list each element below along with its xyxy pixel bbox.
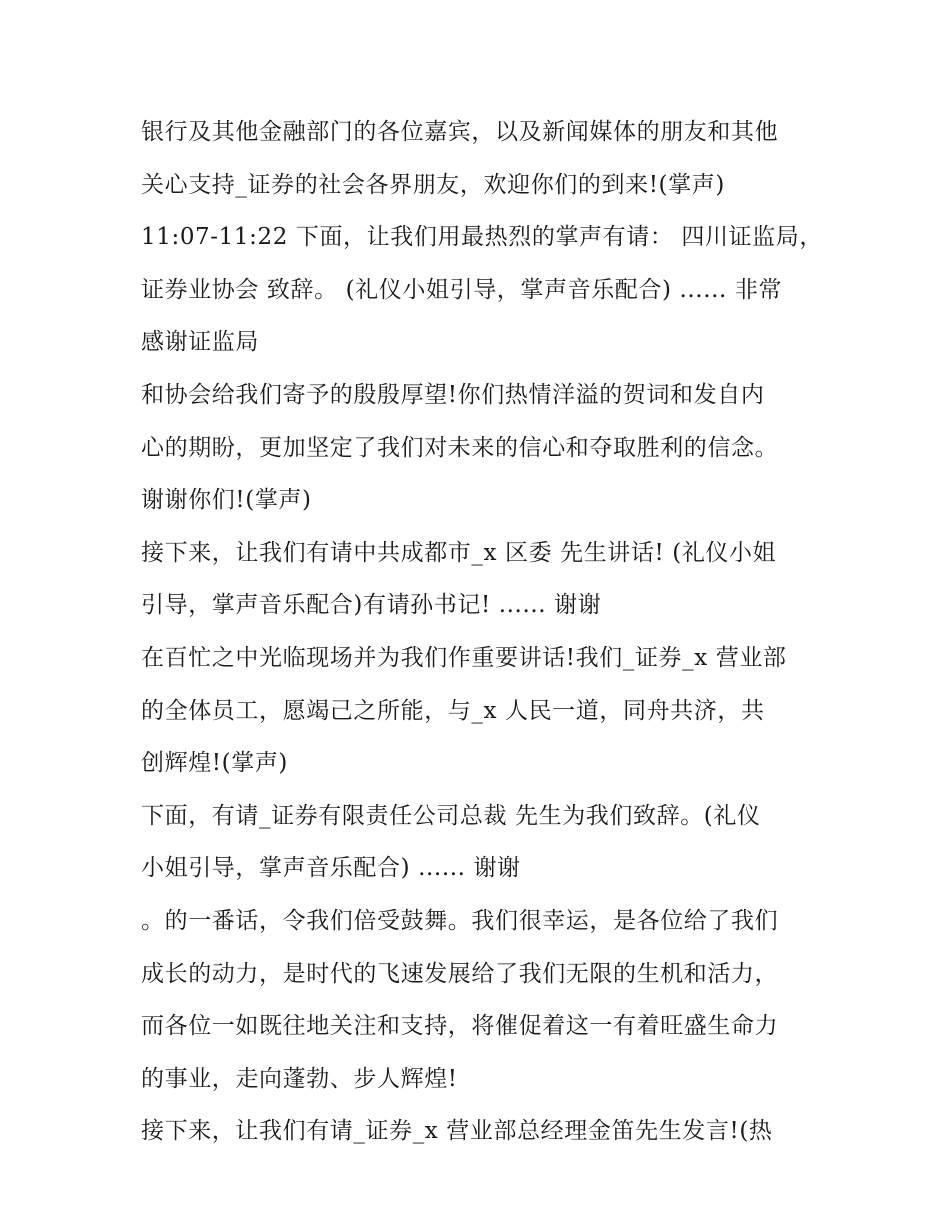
text-line: 银行及其他金融部门的各位嘉宾，以及新闻媒体的朋友和其他 xyxy=(141,119,779,145)
text-line: 的事业，走向蓬勃、步人辉煌! xyxy=(141,1065,458,1092)
text-line: 接下来，让我们有请中共成都市_x 区委 先生讲话! (礼仪小姐 xyxy=(141,539,777,566)
text-line: 的全体员工，愿竭己之所能，与_x 人民一道，同舟共济，共 xyxy=(141,697,765,724)
text-line: 和协会给我们寄予的殷殷厚望!你们热情洋溢的贺词和发自内 xyxy=(141,381,765,408)
text-line: 。的一番话，令我们倍受鼓舞。我们很幸运，是各位给了我们 xyxy=(141,907,779,934)
text-line: 接下来，让我们有请_证券_x 营业部总经理金笛先生发言!(热 xyxy=(141,1118,773,1145)
text-line: 小姐引导，掌声音乐配合) ...... 谢谢 xyxy=(141,855,521,882)
text-line: 引导，掌声音乐配合)有请孙书记! ...... 谢谢 xyxy=(141,592,602,619)
text-line: 关心支持_证券的社会各界朋友，欢迎你们的到来!(掌声) xyxy=(141,171,725,198)
text-line: 感谢证监局 xyxy=(141,329,259,356)
document-body xyxy=(141,106,821,1158)
text-line: 11:07-11:22 下面，让我们用最热烈的掌声有请： 四川证监局， xyxy=(141,224,823,251)
text-line: 下面，有请_证券有限责任公司总裁 先生为我们致辞。(礼仪 xyxy=(141,802,761,829)
text-line: 而各位一如既往地关注和支持，将催促着这一有着旺盛生命力 xyxy=(141,1013,779,1040)
text-line: 心的期盼，更加坚定了我们对未来的信心和夺取胜利的信念。 xyxy=(141,434,779,461)
text-line: 谢谢你们!(掌声) xyxy=(141,487,312,514)
text-line: 证券业协会 致辞。 (礼仪小姐引导，掌声音乐配合) ...... 非常 xyxy=(141,276,783,303)
text-line: 创辉煌!(掌声) xyxy=(141,750,288,777)
text-line: 成长的动力，是时代的飞速发展给了我们无限的生机和活力， xyxy=(141,960,779,987)
text-line: 在百忙之中光临现场并为我们作重要讲话!我们_证券_x 营业部 xyxy=(141,644,787,671)
